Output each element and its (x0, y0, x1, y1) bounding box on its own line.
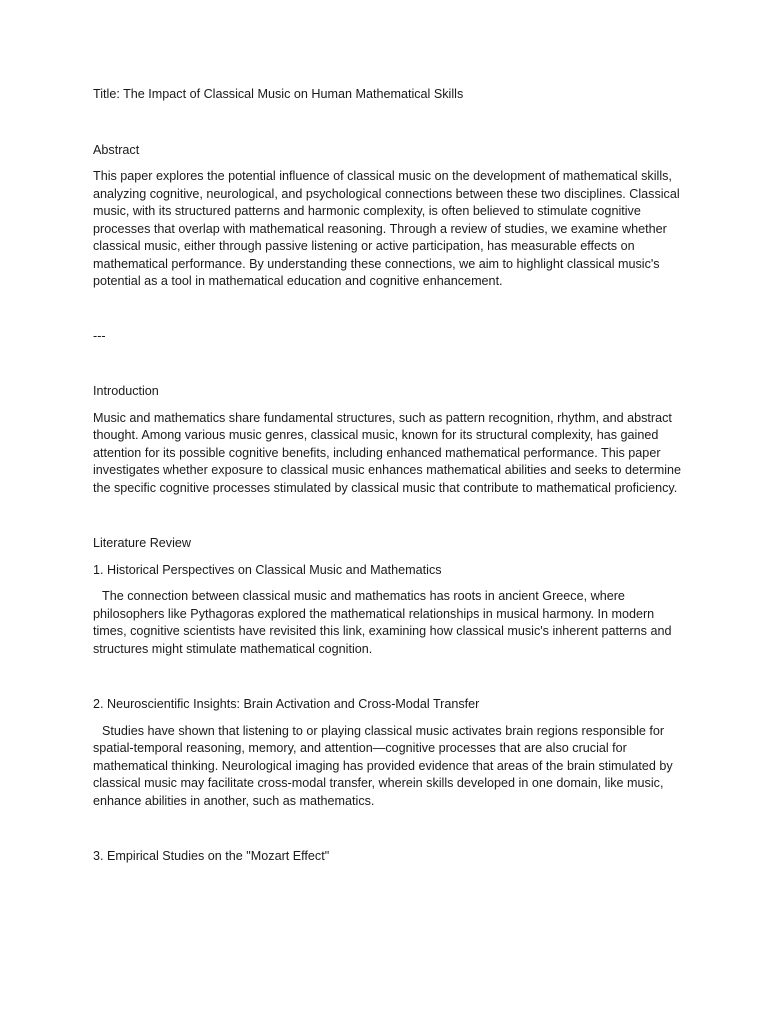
literature-review-heading: Literature Review (93, 536, 191, 550)
spacer (93, 291, 683, 328)
subsection-paragraph-neuroscientific: Studies have shown that listening to or playing classical music activates brain regions responsible for spatial-temporal reasoning, memory, and attention—cognitive processes that are also crucial for mathematical thinking. Neurological imaging has provided evidence that areas of the brain stimulated by classical music may facilitate cross-modal transfer, wherein skills developed in one domain, like music, enhance abilities in another, such as mathematics. (93, 723, 673, 808)
abstract-heading: Abstract (93, 142, 140, 157)
subsection-paragraph-historical: The connection between classical music and mathematics has roots in ancient Greece, where philosophers like Pythagoras explored the mathematical relationships in musical harmony. In modern times, cognitive scientists have revisited this link, examining how classical music's inherent patterns and structures might stimulate mathematical cognition. (93, 589, 672, 656)
subsection-heading-neuroscientific: 2. Neuroscientific Insights: Brain Activation and Cross-Modal Transfer (93, 697, 480, 711)
subsection-heading-historical: 1. Historical Perspectives on Classical Music and Mathematics (93, 562, 442, 577)
document-title: Title: The Impact of Classical Music on Human Mathematical Skills (93, 87, 464, 101)
spacer (93, 658, 683, 696)
introduction-heading: Introduction (93, 384, 159, 398)
section-separator: --- (93, 328, 106, 343)
subsection-heading-empirical: 3. Empirical Studies on the "Mozart Effect" (93, 849, 330, 863)
spacer (93, 810, 683, 848)
document-body (93, 86, 683, 875)
spacer (93, 497, 683, 535)
spacer (93, 345, 683, 383)
introduction-paragraph: Music and mathematics share fundamental structures, such as pattern recognition, rhythm, and abstract thought. Among various music genres, classical music, known for its structural complexity, has gained attention for its possible cognitive benefits, including enhanced mathematical performance. This paper investigates whether exposure to classical music enhances mathematical abilities and seeks to determine the specific cognitive processes stimulated by classical music that contribute to mathematical proficiency. (93, 410, 682, 495)
abstract-paragraph: This paper explores the potential influence of classical music on the development of mathematical skills, analyzing cognitive, neurological, and psychological connections between these two disciplines. Classical music, with its structured patterns and harmonic complexity, is often believed to stimulate cognitive processes that overlap with mathematical reasoning. Through a review of studies, we examine whether classical music, either through passive listening or active participation, has measurable effects on mathematical performance. By understanding these connections, we aim to highlight classical music's potential as a tool in mathematical education and cognitive enhancement. (93, 169, 680, 288)
